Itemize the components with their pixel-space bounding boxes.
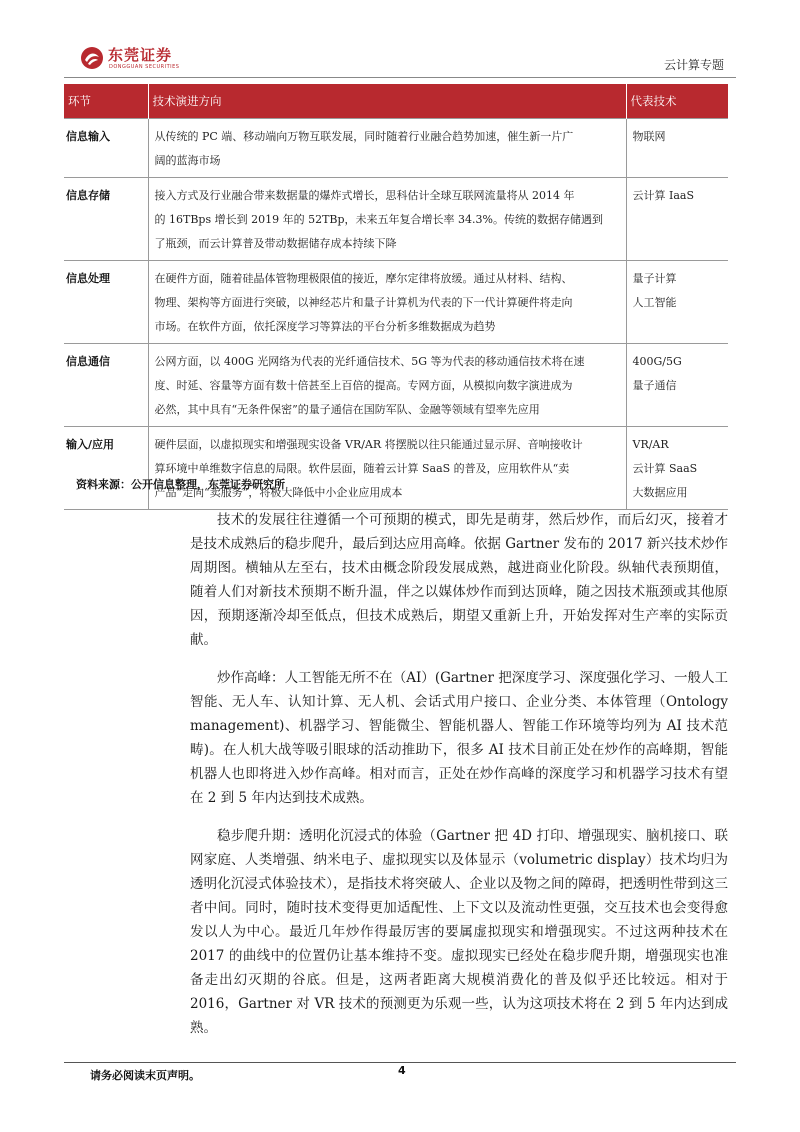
cell-line: 从传统的 PC 端、移动端向万物互联发展，同时随着行业融合趋势加速，催生新一片广: [154, 130, 574, 143]
technology-table: [64, 84, 728, 510]
cell-line: 物联网: [632, 130, 666, 143]
cell-line: VR/AR: [632, 438, 669, 451]
direction-cell: [148, 119, 626, 178]
cell-line: 大数据应用: [632, 486, 688, 499]
direction-cell: [148, 344, 626, 427]
cell-line: 云计算 SaaS: [632, 462, 698, 475]
logo-mark-icon: [80, 46, 104, 70]
report-type-label: 云计算专题: [663, 58, 724, 72]
cell-line: 在硬件方面，随着硅晶体管物理极限值的接近，摩尔定律将放缓。通过从材料、结构、: [154, 272, 573, 285]
cell-line: 硬件层面，以虚拟现实和增强现实设备 VR/AR 将摆脱以往只能通过显示屏、音响接收计: [154, 438, 583, 451]
page-header: [0, 0, 800, 84]
cell-line: 度、时延、容量等方面有数十倍甚至上百倍的提高。专网方面，从模拟向数字演进成为: [154, 379, 573, 392]
table-row: [64, 427, 728, 510]
table-row: [64, 344, 728, 427]
table-header-row: [64, 84, 728, 119]
cell-line: 算环境中单维数字信息的局限。软件层面，随着云计算 SaaS 的普及，应用软件从“卖: [154, 462, 570, 475]
footer-divider: [64, 1062, 736, 1063]
cell-line: 400G/5G: [632, 355, 682, 368]
tech-cell: [626, 427, 728, 510]
table-row: [64, 119, 728, 178]
cell-line: 量子计算: [632, 272, 677, 285]
cell-line: 市场。在软件方面，依托深度学习等算法的平台分析多维数据成为趋势: [154, 320, 496, 333]
cell-line: 物理、架构等方面进行突破，以神经芯片和量子计算机为代表的下一代计算硬件将走向: [154, 296, 573, 309]
cell-line: 云计算 IaaS: [632, 189, 694, 202]
direction-cell: [148, 427, 626, 510]
disclaimer-note: 请务必阅读末页声明。: [90, 1069, 200, 1082]
logo-subtext: DONGGUAN SECURITIES: [109, 64, 180, 70]
stage-cell: 输入/应用: [64, 427, 148, 510]
tech-cell: [626, 261, 728, 344]
cell-line: 了瓶颈，而云计算普及带动数据储存成本持续下降: [154, 237, 397, 250]
header-divider: [64, 77, 736, 78]
cell-line: 公网方面，以 400G 光网络为代表的光纤通信技术、5G 等为代表的移动通信技术将在速: [154, 355, 585, 368]
table-row: [64, 261, 728, 344]
stage-cell: 信息输入: [64, 119, 148, 178]
cell-line: 产品”走向“卖服务”，将极大降低中小企业应用成本: [154, 486, 403, 499]
cell-line: 人工智能: [632, 296, 677, 309]
company-logo: [80, 44, 180, 74]
column-header: 环节: [64, 84, 148, 119]
stage-cell: 信息存储: [64, 178, 148, 261]
paragraph: 稳步爬升期：透明化沉浸式的体验（Gartner 把 4D 打印、增强现实、脑机接口、联网家庭、人类增强、纳米电子、虚拟现实以及体显示（volumetric display）技术均归为透明化沉浸式体验技术），是指技术将突破人、企业以及物之间的障碍，把透明性带到这三者中间。同时，随时技术变得更加适配性、上下文以及流动性更强，交互技术也会变得愈发以人为中心。最近几年炒作得最厉害的要属虚拟现实和增强现实。不过这两种技术在 2017 的曲线中的位置仍让基本维持不变。虚拟现实已经处在稳步爬升期，增强现实也准备走出幻灭期的谷底。但是，这两者距离大规模消费化的普及似乎还比较远。相对于 2016，Gartner 对 VR 技术的预测更为乐观一些，认为这项技术将在 2 到 5 年内达到成熟。: [190, 828, 728, 1036]
table-source-note: 资料来源：公开信息整理，东莞证券研究所: [76, 478, 285, 491]
cell-line: 必然，其中具有“无条件保密”的量子通信在国防军队、金融等领域有望率先应用: [154, 403, 540, 416]
tech-cell: [626, 344, 728, 427]
tech-cell: [626, 119, 728, 178]
stage-cell: 信息处理: [64, 261, 148, 344]
paragraph: 技术的发展往往遵循一个可预期的模式，即先是萌芽，然后炒作，而后幻灭，接着才是技术成熟后的稳步爬升，最后到达应用高峰。依据 Gartner 发布的 2017 新兴技术炒作周期图。横轴从左至右，技术由概念阶段发展成熟，越进商业化阶段。纵轴代表预期值，随着人们对新技术预期不断升温，伴之以媒体炒作而到达顶峰，随之因技术瓶颈或其他原因，预期逐渐冷却至低点，但技术成熟后，期望又重新上升，开始发挥对生产率的实际贡献。: [190, 512, 728, 648]
cell-line: 接入方式及行业融合带来数据量的爆炸式增长，思科估计全球互联网流量将从 2014 年: [154, 189, 575, 202]
cell-line: 的 16TBps 增长到 2019 年的 52TBp，未来五年复合增长率 34.3%。传统的数据存储遇到: [154, 213, 603, 226]
logo-text: 东莞证券: [108, 46, 173, 64]
tech-cell: [626, 178, 728, 261]
direction-cell: [148, 178, 626, 261]
direction-cell: [148, 261, 626, 344]
cell-line: 量子通信: [632, 379, 677, 392]
cell-line: 阔的蓝海市场: [154, 154, 221, 167]
table-row: [64, 178, 728, 261]
column-header: 技术演进方向: [148, 84, 626, 119]
paragraph: 炒作高峰：人工智能无所不在（AI）(Gartner 把深度学习、深度强化学习、一般人工智能、无人车、认知计算、无人机、会话式用户接口、企业分类、本体管理（Ontology management)、机器学习、智能微尘、智能机器人、智能工作环境等均列为 AI 技术范畴)。在人机大战等吸引眼球的活动推助下，很多 AI 技术目前正处在炒作的高峰期，智能机器人也即将进入炒作高峰。相对而言，正处在炒作高峰的深度学习和机器学习技术有望在 2 到 5 年内达到技术成熟。: [190, 670, 728, 806]
body-text: [190, 508, 728, 1054]
column-header: 代表技术: [626, 84, 728, 119]
page-number: 4: [398, 1064, 406, 1077]
stage-cell: 信息通信: [64, 344, 148, 427]
